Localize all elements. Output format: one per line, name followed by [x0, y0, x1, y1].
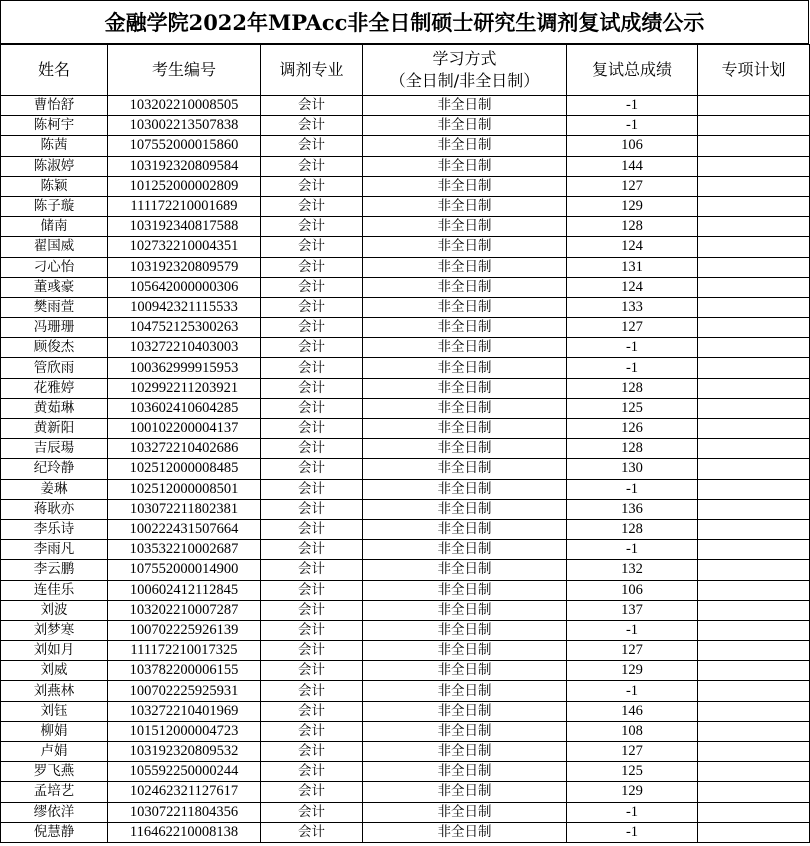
- table-row: [1, 519, 810, 539]
- cell-score: 136: [567, 499, 698, 519]
- cell-major: 会计: [261, 620, 363, 640]
- cell-score: 144: [567, 156, 698, 176]
- cell-score: 132: [567, 560, 698, 580]
- cell-candidate-id: 104752125300263: [108, 318, 261, 338]
- cell-major: 会计: [261, 641, 363, 661]
- cell-name: 刘钰: [1, 701, 108, 721]
- table-row: [1, 540, 810, 560]
- cell-score: 125: [567, 762, 698, 782]
- cell-score: -1: [567, 540, 698, 560]
- cell-special-plan: [698, 136, 810, 156]
- cell-candidate-id: 116462210008138: [108, 822, 261, 842]
- table-row: [1, 176, 810, 196]
- cell-score: -1: [567, 338, 698, 358]
- cell-candidate-id: 103072211804356: [108, 802, 261, 822]
- cell-study-mode: 非全日制: [363, 822, 567, 842]
- cell-study-mode: 非全日制: [363, 802, 567, 822]
- cell-score: 127: [567, 318, 698, 338]
- cell-name: 刘燕林: [1, 681, 108, 701]
- cell-major: 会计: [261, 782, 363, 802]
- cell-special-plan: [698, 540, 810, 560]
- table-row: [1, 318, 810, 338]
- table-row: [1, 721, 810, 741]
- table-row: [1, 217, 810, 237]
- cell-study-mode: 非全日制: [363, 459, 567, 479]
- column-header-name: 姓名: [1, 45, 108, 96]
- cell-special-plan: [698, 277, 810, 297]
- column-header-id: 考生编号: [108, 45, 261, 96]
- cell-major: 会计: [261, 580, 363, 600]
- cell-study-mode: 非全日制: [363, 499, 567, 519]
- cell-score: 129: [567, 782, 698, 802]
- cell-score: 137: [567, 600, 698, 620]
- cell-study-mode: 非全日制: [363, 398, 567, 418]
- cell-score: -1: [567, 822, 698, 842]
- cell-candidate-id: 101512000004723: [108, 721, 261, 741]
- cell-score: 128: [567, 439, 698, 459]
- table-row: [1, 681, 810, 701]
- cell-major: 会计: [261, 196, 363, 216]
- cell-major: 会计: [261, 661, 363, 681]
- cell-candidate-id: 111172210001689: [108, 196, 261, 216]
- cell-score: 128: [567, 519, 698, 539]
- cell-candidate-id: 102992211203921: [108, 378, 261, 398]
- cell-candidate-id: 100222431507664: [108, 519, 261, 539]
- cell-special-plan: [698, 762, 810, 782]
- cell-special-plan: [698, 620, 810, 640]
- cell-major: 会计: [261, 822, 363, 842]
- cell-major: 会计: [261, 681, 363, 701]
- cell-candidate-id: 102512000008485: [108, 459, 261, 479]
- cell-major: 会计: [261, 701, 363, 721]
- column-header-major: 调剂专业: [261, 45, 363, 96]
- cell-special-plan: [698, 802, 810, 822]
- cell-special-plan: [698, 721, 810, 741]
- cell-special-plan: [698, 661, 810, 681]
- cell-name: 冯珊珊: [1, 318, 108, 338]
- cell-study-mode: 非全日制: [363, 782, 567, 802]
- cell-name: 蒋耿亦: [1, 499, 108, 519]
- cell-study-mode: 非全日制: [363, 257, 567, 277]
- cell-candidate-id: 103192320809532: [108, 742, 261, 762]
- column-header-mode: [363, 45, 567, 96]
- cell-study-mode: 非全日制: [363, 156, 567, 176]
- cell-name: 陈淑婷: [1, 156, 108, 176]
- cell-major: 会计: [261, 540, 363, 560]
- cell-major: 会计: [261, 217, 363, 237]
- cell-score: 127: [567, 641, 698, 661]
- cell-special-plan: [698, 338, 810, 358]
- cell-name: 顾俊杰: [1, 338, 108, 358]
- cell-name: 管欣雨: [1, 358, 108, 378]
- table-row: [1, 136, 810, 156]
- table-row: [1, 358, 810, 378]
- cell-candidate-id: 103602410604285: [108, 398, 261, 418]
- cell-candidate-id: 100702225925931: [108, 681, 261, 701]
- cell-candidate-id: 105642000000306: [108, 277, 261, 297]
- cell-special-plan: [698, 641, 810, 661]
- cell-special-plan: [698, 701, 810, 721]
- cell-score: 128: [567, 378, 698, 398]
- cell-major: 会计: [261, 96, 363, 116]
- cell-study-mode: 非全日制: [363, 701, 567, 721]
- cell-candidate-id: 103532210002687: [108, 540, 261, 560]
- column-header-plan: 专项计划: [698, 45, 810, 96]
- cell-candidate-id: 102732210004351: [108, 237, 261, 257]
- column-header-score: 复试总成绩: [567, 45, 698, 96]
- cell-name: 李云鹏: [1, 560, 108, 580]
- cell-special-plan: [698, 237, 810, 257]
- cell-score: 106: [567, 136, 698, 156]
- cell-study-mode: 非全日制: [363, 196, 567, 216]
- table-row: [1, 96, 810, 116]
- cell-candidate-id: 103192340817588: [108, 217, 261, 237]
- cell-study-mode: 非全日制: [363, 540, 567, 560]
- cell-major: 会计: [261, 358, 363, 378]
- cell-special-plan: [698, 156, 810, 176]
- cell-special-plan: [698, 318, 810, 338]
- cell-name: 刘波: [1, 600, 108, 620]
- cell-study-mode: 非全日制: [363, 96, 567, 116]
- cell-special-plan: [698, 176, 810, 196]
- cell-candidate-id: 107552000014900: [108, 560, 261, 580]
- cell-study-mode: 非全日制: [363, 600, 567, 620]
- table-row: [1, 499, 810, 519]
- cell-study-mode: 非全日制: [363, 479, 567, 499]
- cell-score: 130: [567, 459, 698, 479]
- cell-study-mode: 非全日制: [363, 560, 567, 580]
- cell-candidate-id: 111172210017325: [108, 641, 261, 661]
- cell-candidate-id: 105592250000244: [108, 762, 261, 782]
- cell-name: 储南: [1, 217, 108, 237]
- table-row: [1, 459, 810, 479]
- cell-major: 会计: [261, 439, 363, 459]
- cell-major: 会计: [261, 742, 363, 762]
- cell-score: 108: [567, 721, 698, 741]
- cell-name: 黄新阳: [1, 419, 108, 439]
- cell-name: 李雨凡: [1, 540, 108, 560]
- cell-name: 连佳乐: [1, 580, 108, 600]
- table-row: [1, 620, 810, 640]
- cell-score: 129: [567, 196, 698, 216]
- table-row: [1, 257, 810, 277]
- cell-candidate-id: 103202210008505: [108, 96, 261, 116]
- cell-name: 李乐诗: [1, 519, 108, 539]
- cell-score: 131: [567, 257, 698, 277]
- cell-candidate-id: 100942321115533: [108, 297, 261, 317]
- cell-score: 129: [567, 661, 698, 681]
- cell-major: 会计: [261, 519, 363, 539]
- cell-major: 会计: [261, 338, 363, 358]
- cell-score: 124: [567, 277, 698, 297]
- cell-score: -1: [567, 116, 698, 136]
- cell-name: 卢娟: [1, 742, 108, 762]
- cell-score: 106: [567, 580, 698, 600]
- cell-candidate-id: 107552000015860: [108, 136, 261, 156]
- table-row: [1, 742, 810, 762]
- cell-name: 缪依洋: [1, 802, 108, 822]
- table-row: [1, 338, 810, 358]
- cell-study-mode: 非全日制: [363, 641, 567, 661]
- cell-special-plan: [698, 96, 810, 116]
- cell-candidate-id: 103272210403003: [108, 338, 261, 358]
- cell-name: 陈子璇: [1, 196, 108, 216]
- table-row: [1, 378, 810, 398]
- table-row: [1, 701, 810, 721]
- cell-name: 花雅婷: [1, 378, 108, 398]
- cell-name: 吉辰瑒: [1, 439, 108, 459]
- cell-special-plan: [698, 479, 810, 499]
- cell-special-plan: [698, 822, 810, 842]
- cell-special-plan: [698, 358, 810, 378]
- cell-name: 黄茹琳: [1, 398, 108, 418]
- cell-special-plan: [698, 257, 810, 277]
- cell-name: 董彧豪: [1, 277, 108, 297]
- table-row: [1, 822, 810, 842]
- cell-study-mode: 非全日制: [363, 661, 567, 681]
- cell-major: 会计: [261, 600, 363, 620]
- cell-study-mode: 非全日制: [363, 681, 567, 701]
- cell-candidate-id: 101252000002809: [108, 176, 261, 196]
- cell-major: 会计: [261, 156, 363, 176]
- cell-special-plan: [698, 782, 810, 802]
- cell-candidate-id: 103192320809584: [108, 156, 261, 176]
- cell-major: 会计: [261, 257, 363, 277]
- cell-name: 罗飞燕: [1, 762, 108, 782]
- table-row: [1, 277, 810, 297]
- cell-study-mode: 非全日制: [363, 721, 567, 741]
- cell-special-plan: [698, 681, 810, 701]
- table-row: [1, 641, 810, 661]
- cell-candidate-id: 100102200004137: [108, 419, 261, 439]
- table-row: [1, 156, 810, 176]
- cell-study-mode: 非全日制: [363, 136, 567, 156]
- cell-study-mode: 非全日制: [363, 762, 567, 782]
- cell-name: 姜琳: [1, 479, 108, 499]
- cell-score: 127: [567, 742, 698, 762]
- cell-score: 124: [567, 237, 698, 257]
- cell-name: 陈柯宇: [1, 116, 108, 136]
- cell-score: -1: [567, 358, 698, 378]
- table-row: [1, 600, 810, 620]
- cell-name: 陈茜: [1, 136, 108, 156]
- cell-candidate-id: 103002213507838: [108, 116, 261, 136]
- cell-study-mode: 非全日制: [363, 742, 567, 762]
- cell-special-plan: [698, 419, 810, 439]
- cell-major: 会计: [261, 237, 363, 257]
- column-header-mode-line1: 学习方式: [432, 49, 497, 68]
- cell-candidate-id: 100702225926139: [108, 620, 261, 640]
- table-row: [1, 398, 810, 418]
- cell-special-plan: [698, 217, 810, 237]
- cell-major: 会计: [261, 318, 363, 338]
- table-row: [1, 479, 810, 499]
- cell-candidate-id: 103782200006155: [108, 661, 261, 681]
- cell-special-plan: [698, 742, 810, 762]
- cell-major: 会计: [261, 802, 363, 822]
- cell-special-plan: [698, 560, 810, 580]
- cell-special-plan: [698, 378, 810, 398]
- cell-score: -1: [567, 479, 698, 499]
- cell-candidate-id: 102512000008501: [108, 479, 261, 499]
- table-row: [1, 580, 810, 600]
- cell-candidate-id: 103272210401969: [108, 701, 261, 721]
- column-header-mode-line2: （全日制/非全日制）: [389, 71, 540, 90]
- cell-special-plan: [698, 439, 810, 459]
- cell-study-mode: 非全日制: [363, 358, 567, 378]
- cell-study-mode: 非全日制: [363, 519, 567, 539]
- cell-special-plan: [698, 116, 810, 136]
- cell-major: 会计: [261, 136, 363, 156]
- cell-major: 会计: [261, 721, 363, 741]
- cell-study-mode: 非全日制: [363, 378, 567, 398]
- cell-score: 126: [567, 419, 698, 439]
- cell-name: 纪玲静: [1, 459, 108, 479]
- cell-score: 125: [567, 398, 698, 418]
- cell-major: 会计: [261, 499, 363, 519]
- table-row: [1, 419, 810, 439]
- cell-major: 会计: [261, 560, 363, 580]
- cell-name: 刁心怡: [1, 257, 108, 277]
- score-table: [0, 44, 810, 843]
- cell-score: -1: [567, 681, 698, 701]
- table-row: [1, 802, 810, 822]
- cell-score: 146: [567, 701, 698, 721]
- table-row: [1, 782, 810, 802]
- cell-major: 会计: [261, 378, 363, 398]
- table-row: [1, 297, 810, 317]
- cell-special-plan: [698, 580, 810, 600]
- cell-study-mode: 非全日制: [363, 419, 567, 439]
- cell-candidate-id: 103072211802381: [108, 499, 261, 519]
- cell-candidate-id: 103272210402686: [108, 439, 261, 459]
- cell-major: 会计: [261, 116, 363, 136]
- table-row: [1, 196, 810, 216]
- cell-study-mode: 非全日制: [363, 237, 567, 257]
- cell-major: 会计: [261, 176, 363, 196]
- cell-study-mode: 非全日制: [363, 297, 567, 317]
- cell-special-plan: [698, 459, 810, 479]
- cell-major: 会计: [261, 277, 363, 297]
- cell-name: 倪慧静: [1, 822, 108, 842]
- cell-study-mode: 非全日制: [363, 338, 567, 358]
- cell-study-mode: 非全日制: [363, 176, 567, 196]
- cell-study-mode: 非全日制: [363, 318, 567, 338]
- cell-special-plan: [698, 600, 810, 620]
- cell-study-mode: 非全日制: [363, 439, 567, 459]
- cell-name: 陈颖: [1, 176, 108, 196]
- table-row: [1, 560, 810, 580]
- cell-name: 柳娟: [1, 721, 108, 741]
- cell-score: 128: [567, 217, 698, 237]
- cell-major: 会计: [261, 459, 363, 479]
- cell-candidate-id: 102462321127617: [108, 782, 261, 802]
- page-title: 金融学院2022年MPAcc非全日制硕士研究生调剂复试成绩公示: [0, 0, 809, 44]
- cell-special-plan: [698, 297, 810, 317]
- cell-special-plan: [698, 196, 810, 216]
- cell-name: 孟培艺: [1, 782, 108, 802]
- cell-study-mode: 非全日制: [363, 277, 567, 297]
- cell-study-mode: 非全日制: [363, 217, 567, 237]
- cell-major: 会计: [261, 297, 363, 317]
- table-row: [1, 661, 810, 681]
- cell-special-plan: [698, 398, 810, 418]
- cell-score: -1: [567, 620, 698, 640]
- cell-major: 会计: [261, 479, 363, 499]
- cell-score: 127: [567, 176, 698, 196]
- cell-candidate-id: 103192320809579: [108, 257, 261, 277]
- table-body: [1, 96, 810, 843]
- cell-score: -1: [567, 802, 698, 822]
- cell-name: 刘威: [1, 661, 108, 681]
- table-row: [1, 762, 810, 782]
- cell-score: 133: [567, 297, 698, 317]
- cell-major: 会计: [261, 762, 363, 782]
- cell-major: 会计: [261, 419, 363, 439]
- header-row: [1, 45, 810, 96]
- table-row: [1, 439, 810, 459]
- cell-study-mode: 非全日制: [363, 116, 567, 136]
- cell-name: 刘如月: [1, 641, 108, 661]
- cell-candidate-id: 103202210007287: [108, 600, 261, 620]
- cell-special-plan: [698, 519, 810, 539]
- cell-name: 樊雨萱: [1, 297, 108, 317]
- cell-score: -1: [567, 96, 698, 116]
- cell-special-plan: [698, 499, 810, 519]
- cell-study-mode: 非全日制: [363, 580, 567, 600]
- cell-name: 曹怡舒: [1, 96, 108, 116]
- cell-study-mode: 非全日制: [363, 620, 567, 640]
- table-row: [1, 116, 810, 136]
- cell-name: 刘梦寒: [1, 620, 108, 640]
- cell-candidate-id: 100602412112845: [108, 580, 261, 600]
- cell-candidate-id: 100362999915953: [108, 358, 261, 378]
- cell-name: 翟国威: [1, 237, 108, 257]
- cell-major: 会计: [261, 398, 363, 418]
- table-row: [1, 237, 810, 257]
